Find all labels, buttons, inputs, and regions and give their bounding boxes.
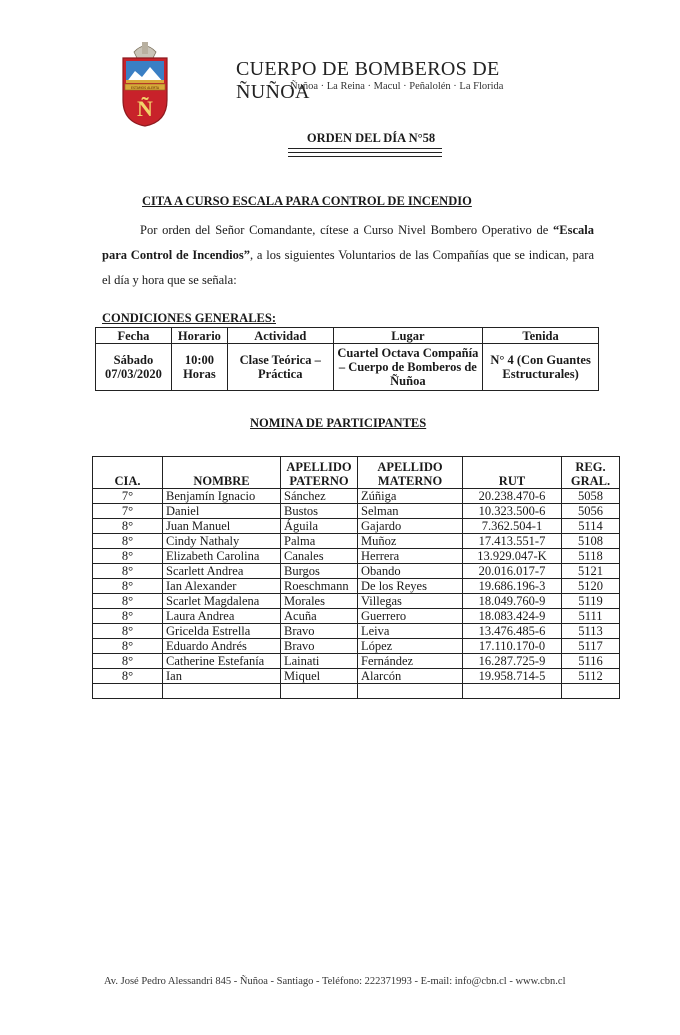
cell-reg-gral: 5118 (562, 549, 620, 564)
section-title: CITA A CURSO ESCALA PARA CONTROL DE INCENDIO (142, 194, 472, 208)
cell-reg-gral: 5120 (562, 579, 620, 594)
cell-cia: 8° (93, 594, 163, 609)
cell-nombre: Ian Alexander (163, 579, 281, 594)
cell-nombre: Scarlet Magdalena (163, 594, 281, 609)
table-row (93, 534, 620, 549)
organization-communes: Ñuñoa · La Reina · Macul · Peñalolén · La Florida (290, 81, 504, 92)
cell-reg-gral: 5113 (562, 624, 620, 639)
cell-rut: 18.083.424-9 (463, 609, 562, 624)
cell-reg-gral: 5121 (562, 564, 620, 579)
cell-rut: 13.929.047-K (463, 549, 562, 564)
cell-apellido-materno: Muñoz (358, 534, 463, 549)
cell-nombre: Cindy Nathaly (163, 534, 281, 549)
cell-apellido-materno (358, 684, 463, 699)
cell-apellido-paterno: Palma (281, 534, 358, 549)
double-rule-divider (288, 148, 442, 149)
header-lugar: Lugar (333, 328, 483, 344)
cell-nombre: Daniel (163, 504, 281, 519)
cell-rut: 19.958.714-5 (463, 669, 562, 684)
participants-table (92, 456, 620, 699)
table-row (93, 549, 620, 564)
table-row (93, 519, 620, 534)
cell-nombre: Benjamín Ignacio (163, 489, 281, 504)
cell-apellido-paterno: Águila (281, 519, 358, 534)
header-fecha: Fecha (96, 328, 172, 344)
cell-nombre: Juan Manuel (163, 519, 281, 534)
paragraph-rest: , a los siguientes Voluntarios de las Compañías que se indican, para el día y hora que se señala: (102, 248, 594, 287)
cell-nombre: Ian (163, 669, 281, 684)
cell-apellido-paterno: Canales (281, 549, 358, 564)
cell-nombre: Catherine Estefanía (163, 654, 281, 669)
header-actividad: Actividad (227, 328, 333, 344)
cell-reg-gral: 5117 (562, 639, 620, 654)
table-row (93, 669, 620, 684)
cell-cia: 8° (93, 639, 163, 654)
cell-fecha: Sábado 07/03/2020 (96, 344, 172, 391)
cell-rut (463, 684, 562, 699)
cell-rut: 19.686.196-3 (463, 579, 562, 594)
table-row (93, 654, 620, 669)
cell-apellido-materno: De los Reyes (358, 579, 463, 594)
participants-title: NOMINA DE PARTICIPANTES (250, 416, 427, 430)
cell-rut: 13.476.485-6 (463, 624, 562, 639)
cell-cia: 8° (93, 549, 163, 564)
cell-reg-gral: 5058 (562, 489, 620, 504)
table-row (93, 579, 620, 594)
cell-rut: 16.287.725-9 (463, 654, 562, 669)
cell-rut: 18.049.760-9 (463, 594, 562, 609)
table-row (93, 489, 620, 504)
double-rule-divider (288, 156, 442, 157)
cell-reg-gral: 5111 (562, 609, 620, 624)
double-rule-divider (288, 152, 442, 153)
conditions-row (96, 344, 599, 391)
cell-cia: 8° (93, 534, 163, 549)
conditions-title: CONDICIONES GENERALES: (102, 311, 276, 325)
cell-apellido-materno: López (358, 639, 463, 654)
cell-apellido-materno: Selman (358, 504, 463, 519)
conditions-header-row (96, 328, 599, 344)
order-paragraph (102, 218, 594, 293)
cell-nombre (163, 684, 281, 699)
header-reg-gral: REG. GRAL. (562, 457, 620, 489)
cell-apellido-materno: Zúñiga (358, 489, 463, 504)
cell-cia (93, 684, 163, 699)
cell-apellido-paterno: Sánchez (281, 489, 358, 504)
cell-rut: 20.238.470-6 (463, 489, 562, 504)
cell-reg-gral: 5114 (562, 519, 620, 534)
cell-reg-gral: 5108 (562, 534, 620, 549)
cell-apellido-paterno: Burgos (281, 564, 358, 579)
participants-body (93, 489, 620, 699)
cell-apellido-materno: Leiva (358, 624, 463, 639)
cell-nombre: Gricelda Estrella (163, 624, 281, 639)
cell-apellido-materno: Alarcón (358, 669, 463, 684)
conditions-table (95, 327, 599, 391)
cell-reg-gral: 5116 (562, 654, 620, 669)
cell-lugar: Cuartel Octava Compañía – Cuerpo de Bomberos de Ñuñoa (333, 344, 483, 391)
table-row (93, 624, 620, 639)
cell-actividad: Clase Teórica – Práctica (227, 344, 333, 391)
cell-apellido-materno: Guerrero (358, 609, 463, 624)
cell-apellido-materno: Villegas (358, 594, 463, 609)
cell-cia: 8° (93, 519, 163, 534)
header-horario: Horario (171, 328, 227, 344)
cell-rut: 17.413.551-7 (463, 534, 562, 549)
crest-letter: Ñ (137, 96, 153, 121)
cell-apellido-paterno: Morales (281, 594, 358, 609)
cell-nombre: Eduardo Andrés (163, 639, 281, 654)
cell-apellido-paterno: Bravo (281, 639, 358, 654)
cell-tenida: N° 4 (Con Guantes Estructurales) (483, 344, 599, 391)
cell-apellido-materno: Fernández (358, 654, 463, 669)
header-cia: CIA. (93, 457, 163, 489)
cell-cia: 8° (93, 669, 163, 684)
cell-reg-gral (562, 684, 620, 699)
cell-apellido-paterno (281, 684, 358, 699)
cell-apellido-materno: Obando (358, 564, 463, 579)
paragraph-course-name: “Escala para Control de Incendios” (102, 223, 594, 262)
cell-cia: 8° (93, 624, 163, 639)
cell-horario: 10:00 Horas (171, 344, 227, 391)
cell-rut: 10.323.500-6 (463, 504, 562, 519)
cell-apellido-materno: Herrera (358, 549, 463, 564)
cell-apellido-paterno: Roeschmann (281, 579, 358, 594)
table-row (93, 684, 620, 699)
organization-name: CUERPO DE BOMBEROS DE ÑUÑOA (236, 58, 500, 103)
cell-nombre: Scarlett Andrea (163, 564, 281, 579)
cell-cia: 8° (93, 609, 163, 624)
cell-nombre: Laura Andrea (163, 609, 281, 624)
cell-reg-gral: 5119 (562, 594, 620, 609)
fire-department-crest-logo (120, 38, 170, 128)
cell-rut: 17.110.170-0 (463, 639, 562, 654)
cell-apellido-paterno: Acuña (281, 609, 358, 624)
cell-apellido-paterno: Lainati (281, 654, 358, 669)
cell-apellido-materno: Gajardo (358, 519, 463, 534)
header-tenida: Tenida (483, 328, 599, 344)
header-rut: RUT (463, 457, 562, 489)
cell-cia: 8° (93, 579, 163, 594)
cell-cia: 7° (93, 504, 163, 519)
cell-cia: 8° (93, 564, 163, 579)
cell-apellido-paterno: Bravo (281, 624, 358, 639)
cell-reg-gral: 5056 (562, 504, 620, 519)
footer-contact: Av. José Pedro Alessandri 845 - Ñuñoa - Santiago - Teléfono: 222371993 - E-mail: info@cbn.cl - www.cbn.cl (104, 976, 566, 987)
header-apellido-materno: APELLIDO MATERNO (358, 457, 463, 489)
table-row (93, 609, 620, 624)
header-apellido-paterno: APELLIDO PATERNO (281, 457, 358, 489)
cell-reg-gral: 5112 (562, 669, 620, 684)
cell-apellido-paterno: Miquel (281, 669, 358, 684)
cell-rut: 7.362.504-1 (463, 519, 562, 534)
participants-header-row (93, 457, 620, 489)
table-row (93, 639, 620, 654)
cell-cia: 7° (93, 489, 163, 504)
table-row (93, 564, 620, 579)
header-nombre: NOMBRE (163, 457, 281, 489)
crest-banner-text: ESTAMOS ALERTA (130, 85, 160, 90)
cell-cia: 8° (93, 654, 163, 669)
table-row (93, 594, 620, 609)
cell-apellido-paterno: Bustos (281, 504, 358, 519)
cell-rut: 20.016.017-7 (463, 564, 562, 579)
table-row (93, 504, 620, 519)
cell-nombre: Elizabeth Carolina (163, 549, 281, 564)
order-of-day-title: ORDEN DEL DÍA N°58 (306, 131, 436, 145)
paragraph-intro: Por orden del Señor Comandante, cítese a Curso Nivel Bombero Operativo de (140, 223, 554, 237)
